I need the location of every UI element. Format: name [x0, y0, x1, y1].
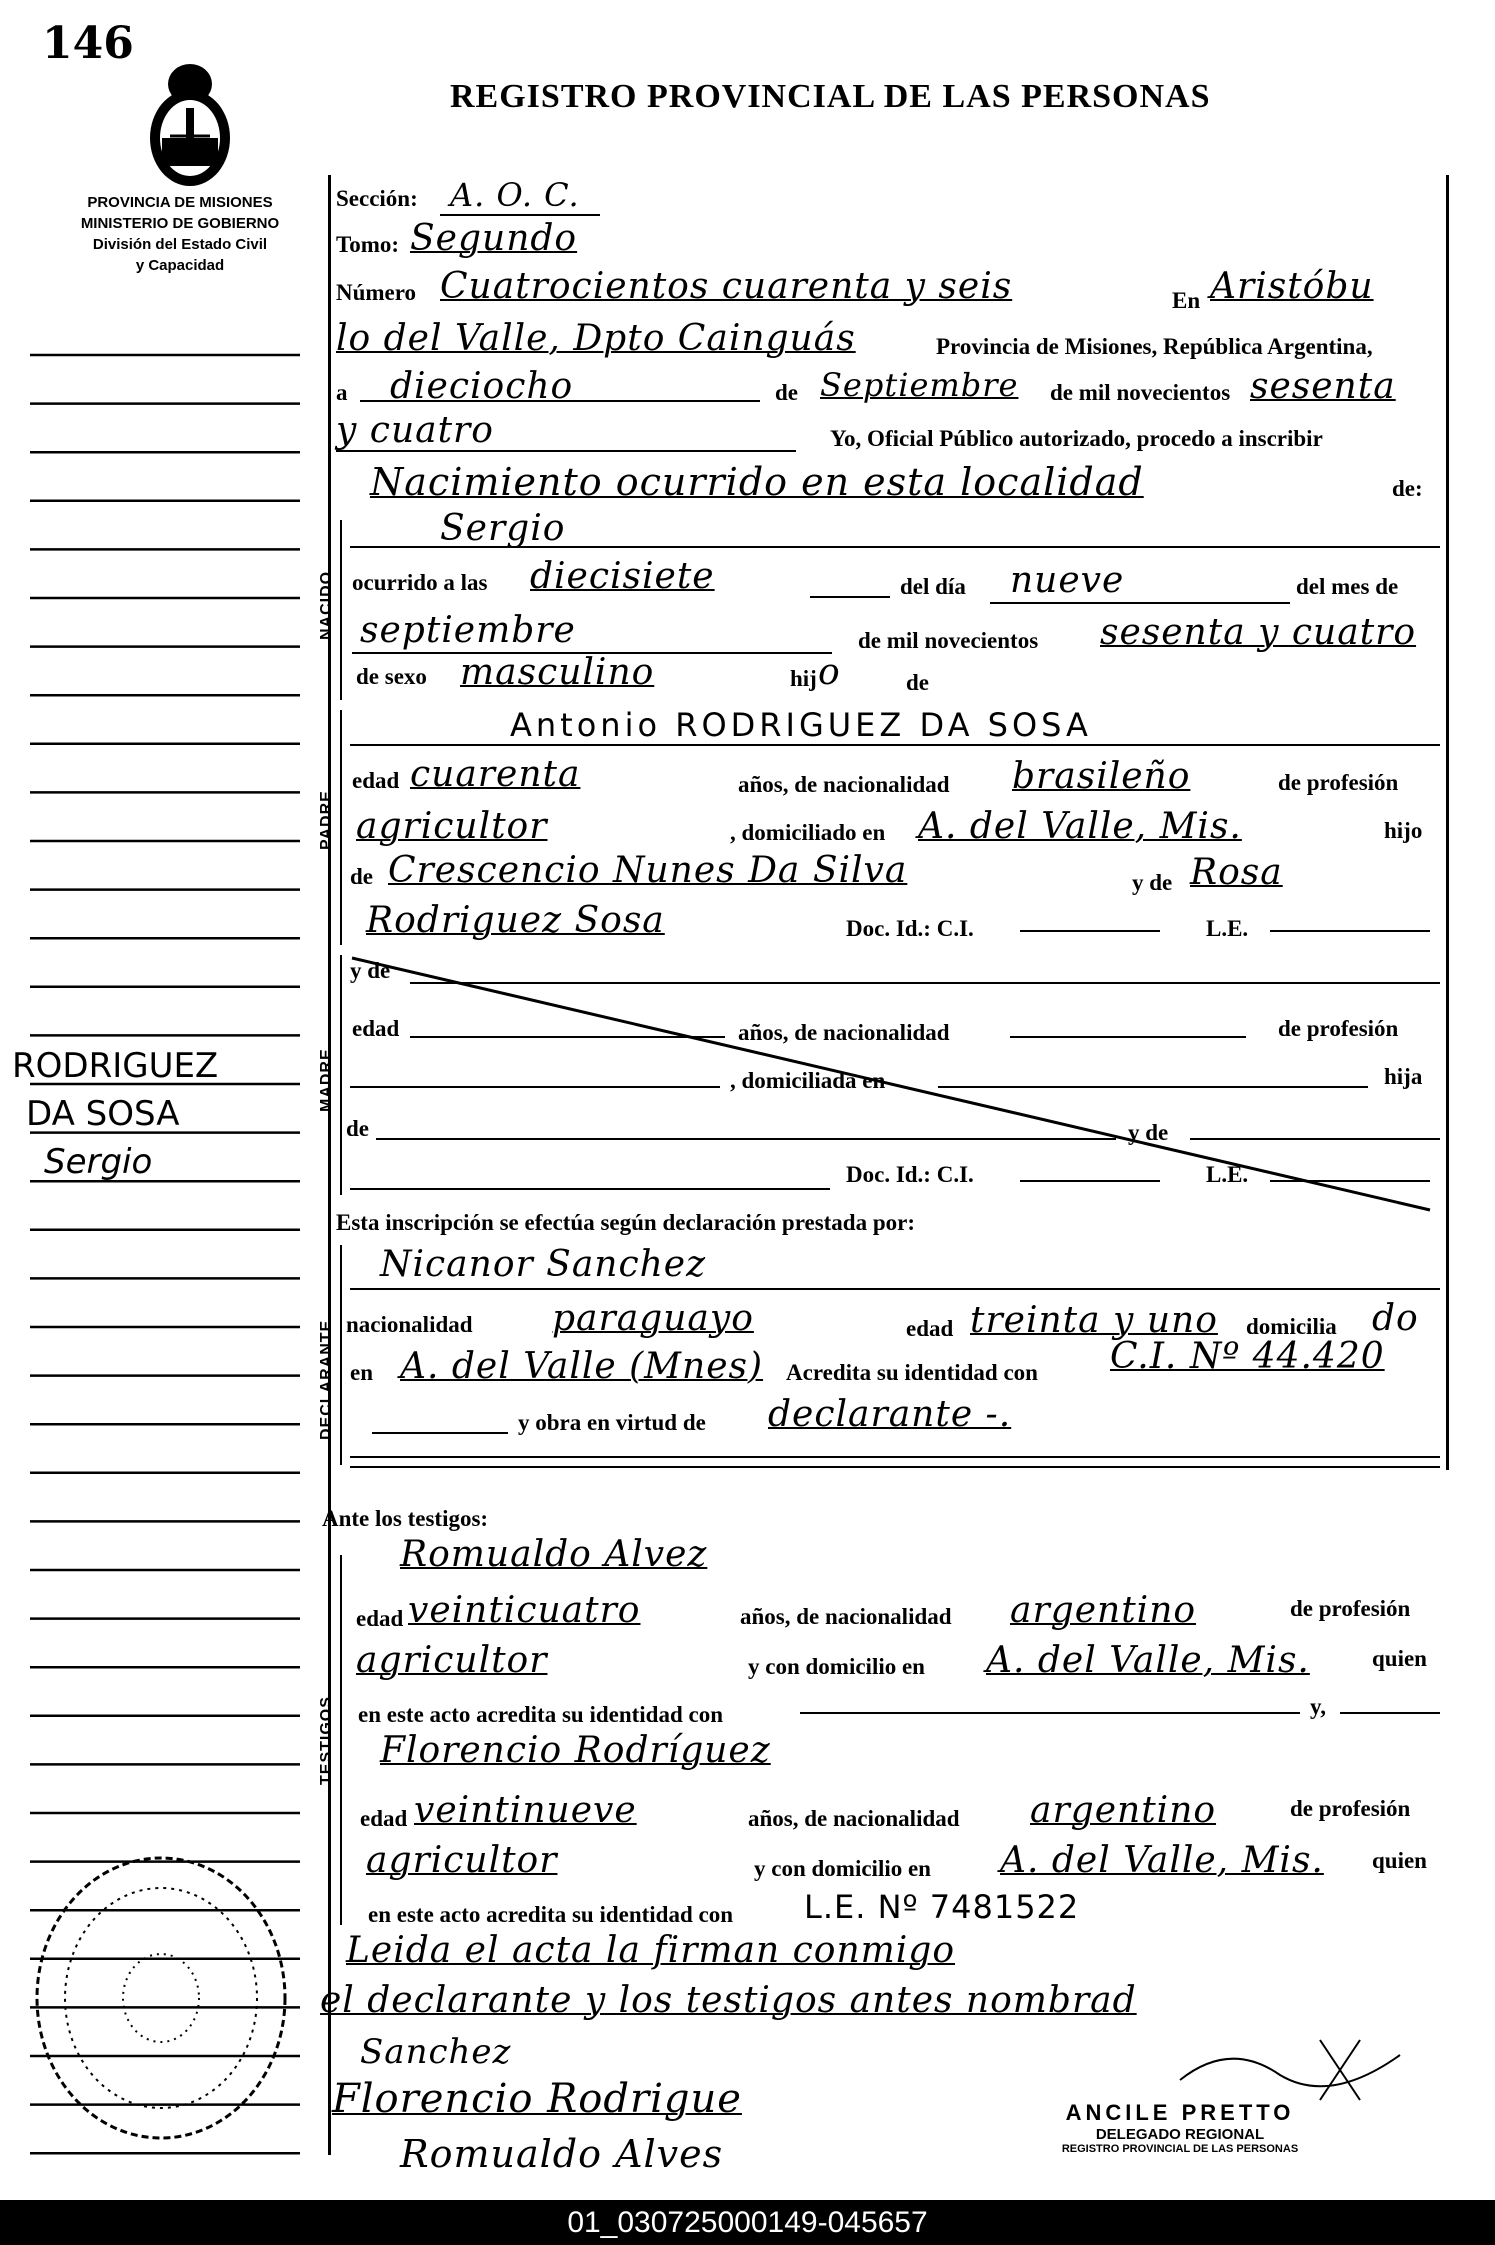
padre-edad-value: cuarenta [410, 754, 581, 795]
tomo-label: Tomo: [336, 232, 400, 257]
declarante-dom-label: domicilia [1246, 1314, 1337, 1339]
nacido-hijo-label: hij [790, 666, 817, 691]
nacido-anio-value: sesenta y cuatro [1100, 612, 1417, 653]
testigo2-profesion-value: agricultor [366, 1840, 558, 1881]
org-line-division: División del Estado Civil [92, 236, 268, 253]
tag-testigos: TESTIGOS [318, 1696, 335, 1785]
madre-hija-label: hija [1384, 1064, 1423, 1089]
testigos-intro: Ante los testigos: [322, 1506, 489, 1531]
testigo2-quien-label: quien [1372, 1848, 1427, 1873]
testigo1-y-line [1340, 1712, 1440, 1714]
testigo2-acred-label: en este acto acredita su identidad con [368, 1902, 734, 1927]
tomo-value: Segundo [410, 218, 578, 259]
declarante-end-line-1 [350, 1456, 1440, 1458]
testigo2-nombre-value: Florencio Rodríguez [380, 1730, 771, 1771]
testigo2-edad-value: veintinueve [414, 1790, 637, 1831]
seccion-value: A. O. C. [450, 176, 580, 214]
nacido-anio-label: de mil novecientos [858, 628, 1039, 653]
declarante-intro: Esta inscripción se efectúa según declaración prestada por: [336, 1210, 916, 1235]
lugar-value-1: Aristóbu [1210, 266, 1374, 307]
margin-note-surname-1: RODRIGUEZ [12, 1046, 219, 1086]
nacido-ocurrido-label: ocurrido a las [352, 570, 488, 595]
nacido-mes-label: del mes de [1296, 574, 1399, 599]
nacido-dia-label: del día [900, 574, 966, 599]
declarante-edad-value: treinta y uno [970, 1300, 1218, 1341]
padre-hijo-label: hijo [1384, 818, 1423, 843]
official-stamp [1010, 2100, 1350, 2155]
padre-profesion-value: agricultor [356, 806, 548, 847]
padre-padre-de-value: Crescencio Nunes Da Silva [388, 850, 908, 891]
declarante-obra-label: y obra en virtud de [518, 1410, 706, 1435]
signature-florencio: Florencio Rodrigue [332, 2076, 742, 2122]
testigo1-nac-label: años, de nacionalidad [740, 1604, 952, 1629]
padre-dom-label: , domiciliado en [730, 820, 886, 845]
nacido-hora-value: diecisiete [530, 556, 715, 597]
tag-padre: PADRE [318, 790, 335, 850]
seccion-label: Sección: [336, 186, 418, 211]
testigo1-edad-label: edad [356, 1606, 404, 1631]
declarante-nac-label: nacionalidad [346, 1312, 473, 1337]
margin-note-given-name: Sergio [44, 1142, 153, 1182]
testigo2-edad-label: edad [360, 1806, 408, 1831]
org-line-province: PROVINCIA DE MISIONES [87, 194, 273, 211]
nacido-de-label: de [906, 670, 929, 695]
padre-domicilio-value: A. del Valle, Mis. [918, 806, 1242, 847]
testigo2-documento-value: L.E. Nº 7481522 [804, 1888, 1080, 1926]
tag-declarante: DECLARANTE [318, 1319, 335, 1440]
testigo1-dom-label: y con domicilio en [748, 1654, 925, 1679]
madre-prof-label: de profesión [1278, 1016, 1399, 1041]
footer-id: 01_030725000149-045657 [0, 2200, 1495, 2245]
declarante-edad-label: edad [906, 1316, 954, 1341]
padre-edad-label: edad [352, 768, 400, 793]
declarante-nombre-line [350, 1288, 1440, 1290]
declarante-documento-value: C.I. Nº 44.420 [1110, 1336, 1385, 1377]
madre-dom-label: , domiciliada en [730, 1068, 886, 1093]
en-label: En [1172, 288, 1201, 313]
cierre-line-1: Leida el acta la firman conmigo [346, 1930, 956, 1971]
page-number: 146 [42, 18, 134, 69]
testigo1-y-label: y, [1310, 1694, 1326, 1719]
madre-nac-label: años, de nacionalidad [738, 1020, 950, 1045]
declarante-domicilio-value: A. del Valle (Mnes) [400, 1346, 764, 1387]
fecha-anio-value-2: y cuatro [336, 410, 494, 451]
lugar-value-2: lo del Valle, Dpto Cainguás [336, 318, 856, 359]
madre-le-label: L.E. [1206, 1162, 1249, 1187]
madre-doc-label: Doc. Id.: C.I. [846, 1162, 974, 1187]
testigo2-prof-label: de profesión [1290, 1796, 1411, 1821]
nacido-hijo-suffix: o [818, 652, 841, 693]
madre-y-de2-label: y de [1128, 1120, 1169, 1145]
fecha-dia-value: dieciocho [390, 366, 574, 407]
testigo1-nombre-value: Romualdo Alvez [400, 1534, 708, 1575]
nacido-dia-value: nueve [1010, 560, 1125, 601]
padre-madre-de-value-1: Rosa [1190, 852, 1283, 893]
declarante-nacionalidad-value: paraguayo [552, 1298, 754, 1339]
declarante-obra-value: declarante -. [768, 1394, 1012, 1435]
testigo1-nacionalidad-value: argentino [1010, 1590, 1197, 1631]
testigo2-dom-label: y con domicilio en [754, 1856, 931, 1881]
acto-de-label: de: [1392, 476, 1423, 501]
margin-note-surname-2: DA SOSA [26, 1094, 180, 1134]
testigo1-acred-line [800, 1712, 1300, 1714]
testigo1-edad-value: veinticuatro [408, 1590, 641, 1631]
official-title: DELEGADO REGIONAL [1095, 2126, 1265, 2143]
signature-sanchez: Sanchez [360, 2032, 512, 2072]
nacido-nombre-value: Sergio [440, 508, 566, 549]
padre-nac-label: años, de nacionalidad [738, 772, 950, 797]
official-name: ANCILE PRETTO [1065, 2100, 1295, 2125]
testigo2-domicilio-value: A. del Valle, Mis. [1000, 1840, 1324, 1881]
fecha-anio-value-1: sesenta [1250, 366, 1396, 407]
padre-nacionalidad-value: brasileño [1012, 756, 1191, 797]
declarante-end-line-2 [350, 1466, 1440, 1468]
nacido-sexo-value: masculino [460, 652, 655, 693]
fecha-de-label: de [775, 380, 798, 405]
tag-madre: MADRE [318, 1048, 335, 1112]
document-title: REGISTRO PROVINCIAL DE LAS PERSONAS [450, 78, 1211, 115]
cierre-line-2: el declarante y los testigos antes nombrad [320, 1980, 1137, 2021]
declarante-dom-suffix: do [1372, 1298, 1419, 1339]
testigo2-nac-label: años, de nacionalidad [748, 1806, 960, 1831]
nacido-sexo-label: de sexo [356, 664, 427, 689]
declarante-acred-label: Acredita su identidad con [786, 1360, 1038, 1385]
testigo1-acred-label: en este acto acredita su identidad con [358, 1702, 724, 1727]
fecha-anio-label: de mil novecientos [1050, 380, 1231, 405]
madre-edad-label: edad [352, 1016, 400, 1041]
madre-de-label: de [346, 1116, 369, 1141]
testigo1-quien-label: quien [1372, 1646, 1427, 1671]
testigo2-nacionalidad-value: argentino [1030, 1790, 1217, 1831]
oficial-text: Yo, Oficial Público autorizado, procedo a inscribir [830, 426, 1323, 451]
testigo1-prof-label: de profesión [1290, 1596, 1411, 1621]
numero-label: Número [336, 280, 417, 305]
declarante-obra-pre-line [372, 1432, 508, 1434]
testigo1-domicilio-value: A. del Valle, Mis. [986, 1640, 1310, 1681]
padre-de-label: de [350, 864, 373, 889]
round-seal [26, 1848, 296, 2148]
madre-y-de-label: y de [350, 958, 391, 983]
org-line-capacity: y Capacidad [135, 257, 225, 274]
nacido-mes-value: septiembre [360, 610, 576, 651]
declarante-nombre-value: Nicanor Sanchez [380, 1244, 707, 1285]
fecha-mes-value: Septiembre [820, 366, 1019, 404]
padre-le-label: L.E. [1206, 916, 1249, 941]
padre-prof-label: de profesión [1278, 770, 1399, 795]
provincia-text: Provincia de Misiones, República Argentina, [936, 334, 1373, 359]
padre-nombre-value: Antonio RODRIGUEZ DA SOSA [510, 706, 1092, 744]
fecha-a-label: a [336, 380, 348, 405]
acto-value: Nacimiento ocurrido en esta localidad [370, 460, 1144, 504]
numero-value: Cuatrocientos cuarenta y seis [440, 266, 1013, 307]
padre-y-de-label: y de [1132, 870, 1173, 895]
signature-romualdo: Romualdo Alves [400, 2132, 724, 2176]
padre-madre-de-value-2: Rodriguez Sosa [366, 900, 665, 941]
padre-doc-label: Doc. Id.: C.I. [846, 916, 974, 941]
org-line-ministry: MINISTERIO DE GOBIERNO [80, 215, 280, 232]
declarante-en-label: en [350, 1360, 373, 1385]
testigo1-profesion-value: agricultor [356, 1640, 548, 1681]
tag-nacido: NACIDO [318, 570, 335, 640]
official-org: REGISTRO PROVINCIAL DE LAS PERSONAS [1061, 2143, 1299, 2155]
